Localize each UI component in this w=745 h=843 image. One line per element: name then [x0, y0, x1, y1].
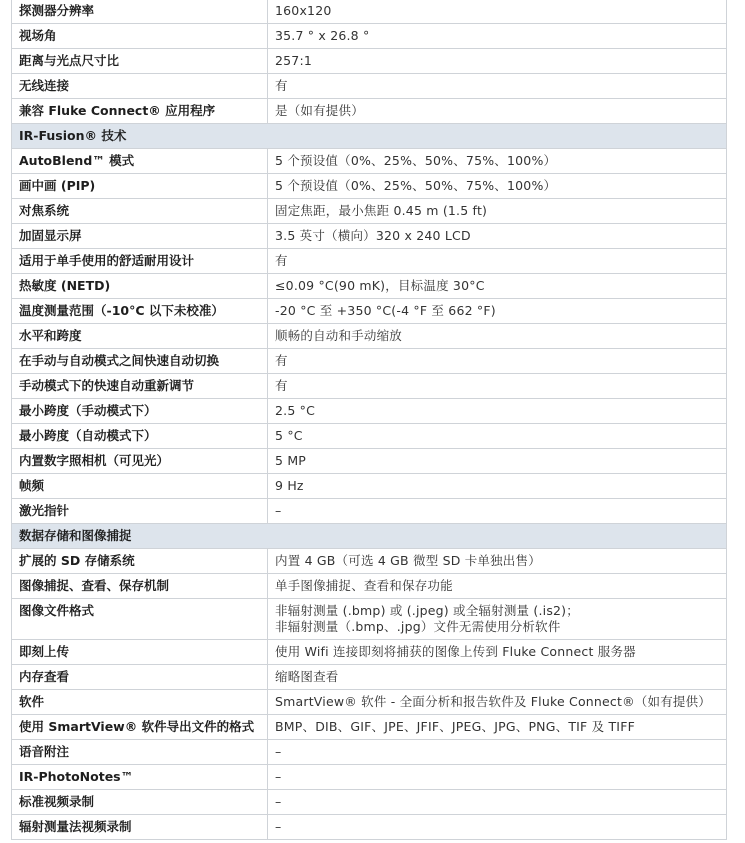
- spec-value: [268, 199, 727, 224]
- spec-row: [12, 49, 727, 74]
- spec-label: 热敏度 (NETD): [12, 274, 268, 299]
- spec-row: [12, 299, 727, 324]
- spec-label: 在手动与自动模式之间快速自动切换: [12, 349, 268, 374]
- spec-value: [268, 740, 727, 765]
- spec-value: [268, 299, 727, 324]
- spec-value: [268, 790, 727, 815]
- spec-label: 最小跨度（自动模式下）: [12, 424, 268, 449]
- spec-value-line: –: [275, 503, 282, 518]
- spec-value: [268, 815, 727, 840]
- spec-row: [12, 499, 727, 524]
- spec-label: 扩展的 SD 存储系统: [12, 549, 268, 574]
- spec-row: [12, 249, 727, 274]
- spec-value-line: 2.5 °C: [275, 403, 316, 418]
- spec-value: [268, 324, 727, 349]
- spec-value: [268, 599, 727, 640]
- spec-label: 水平和跨度: [12, 324, 268, 349]
- spec-label: 距离与光点尺寸比: [12, 49, 268, 74]
- spec-row: [12, 740, 727, 765]
- spec-value-line: 5 个预设值（0%、25%、50%、75%、100%）: [275, 178, 557, 193]
- spec-row: [12, 174, 727, 199]
- spec-row: [12, 765, 727, 790]
- section-title: 数据存储和图像捕捉: [12, 524, 727, 549]
- spec-value-line: –: [275, 744, 282, 759]
- spec-row: [12, 715, 727, 740]
- spec-value: [268, 715, 727, 740]
- spec-value-line: 内置 4 GB（可选 4 GB 微型 SD 卡单独出售）: [275, 553, 541, 568]
- spec-value-line: 有: [275, 378, 288, 393]
- spec-value: [268, 690, 727, 715]
- section-header-row: [12, 124, 727, 149]
- spec-value-line: -20 °C 至 +350 °C(-4 °F 至 662 °F): [275, 303, 496, 318]
- spec-value: [268, 499, 727, 524]
- spec-value-line: 5 个预设值（0%、25%、50%、75%、100%）: [275, 153, 557, 168]
- spec-value: [268, 349, 727, 374]
- spec-label: 图像捕捉、查看、保存机制: [12, 574, 268, 599]
- spec-label: 语音附注: [12, 740, 268, 765]
- spec-label: 加固显示屏: [12, 224, 268, 249]
- spec-value-line: 有: [275, 78, 288, 93]
- spec-value-line: 缩略图查看: [275, 669, 339, 684]
- spec-value-line: 3.5 英寸（横向）320 x 240 LCD: [275, 228, 471, 243]
- spec-value-line: 非辐射测量 (.bmp) 或 (.jpeg) 或全辐射测量 (.is2)；: [275, 603, 579, 618]
- spec-label: 软件: [12, 690, 268, 715]
- spec-row: [12, 399, 727, 424]
- spec-label: 帧频: [12, 474, 268, 499]
- spec-row: [12, 424, 727, 449]
- spec-label: 无线连接: [12, 74, 268, 99]
- spec-label: 内存查看: [12, 665, 268, 690]
- spec-row: [12, 349, 727, 374]
- spec-value: [268, 0, 727, 24]
- spec-value-line: 5 MP: [275, 453, 307, 468]
- spec-row: [12, 374, 727, 399]
- spec-label: IR-PhotoNotes™: [12, 765, 268, 790]
- spec-label: AutoBlend™ 模式: [12, 149, 268, 174]
- spec-row: [12, 274, 727, 299]
- spec-value: [268, 149, 727, 174]
- spec-value-line: SmartView® 软件 - 全面分析和报告软件及 Fluke Connect®（如有提供）: [275, 694, 712, 709]
- spec-row: [12, 99, 727, 124]
- spec-row: [12, 74, 727, 99]
- spec-value: [268, 99, 727, 124]
- spec-value-line: 有: [275, 253, 288, 268]
- spec-label: 探测器分辨率: [12, 0, 268, 24]
- spec-value-line: 257:1: [275, 53, 313, 68]
- spec-label: 兼容 Fluke Connect® 应用程序: [12, 99, 268, 124]
- spec-value-line: –: [275, 794, 282, 809]
- spec-row: [12, 0, 727, 24]
- spec-value-line: 有: [275, 353, 288, 368]
- spec-value: [268, 224, 727, 249]
- spec-table: [11, 0, 727, 840]
- spec-value: [268, 374, 727, 399]
- spec-row: [12, 549, 727, 574]
- spec-value: [268, 49, 727, 74]
- spec-label: 手动模式下的快速自动重新调节: [12, 374, 268, 399]
- spec-label: 画中画 (PIP): [12, 174, 268, 199]
- spec-value-line: ≤0.09 °C(90 mK)，目标温度 30°C: [275, 278, 485, 293]
- spec-value: [268, 399, 727, 424]
- spec-value-line: 使用 Wifi 连接即刻将捕获的图像上传到 Fluke Connect 服务器: [275, 644, 636, 659]
- spec-row: [12, 690, 727, 715]
- spec-value: [268, 174, 727, 199]
- spec-row: [12, 574, 727, 599]
- spec-value-line: –: [275, 769, 282, 784]
- spec-value-line: 5 °C: [275, 428, 303, 443]
- spec-value-line: 是（如有提供）: [275, 103, 364, 118]
- spec-row: [12, 815, 727, 840]
- spec-label: 内置数字照相机（可见光）: [12, 449, 268, 474]
- spec-value: [268, 474, 727, 499]
- spec-value: [268, 665, 727, 690]
- spec-value-line: 顺畅的自动和手动缩放: [275, 328, 403, 343]
- spec-value-line: 非辐射测量（.bmp、.jpg）文件无需使用分析软件: [275, 619, 561, 634]
- spec-label: 即刻上传: [12, 640, 268, 665]
- spec-value: [268, 74, 727, 99]
- spec-value: [268, 24, 727, 49]
- spec-row: [12, 324, 727, 349]
- section-title: IR-Fusion® 技术: [12, 124, 727, 149]
- spec-label: 对焦系统: [12, 199, 268, 224]
- spec-table-body: [12, 0, 727, 840]
- spec-row: [12, 790, 727, 815]
- spec-row: [12, 24, 727, 49]
- spec-row: [12, 449, 727, 474]
- spec-label: 图像文件格式: [12, 599, 268, 640]
- spec-value: [268, 449, 727, 474]
- spec-row: [12, 665, 727, 690]
- spec-row: [12, 224, 727, 249]
- spec-label: 最小跨度（手动模式下）: [12, 399, 268, 424]
- spec-label: 标准视频录制: [12, 790, 268, 815]
- spec-label: 温度测量范围（-10°C 以下未校准）: [12, 299, 268, 324]
- spec-value-line: 9 Hz: [275, 478, 304, 493]
- spec-label: 使用 SmartView® 软件导出文件的格式: [12, 715, 268, 740]
- spec-row: [12, 640, 727, 665]
- spec-label: 适用于单手使用的舒适耐用设计: [12, 249, 268, 274]
- spec-value: [268, 274, 727, 299]
- spec-row: [12, 599, 727, 640]
- spec-value-line: 单手图像捕捉、查看和保存功能: [275, 578, 453, 593]
- spec-value-line: BMP、DIB、GIF、JPE、JFIF、JPEG、JPG、PNG、TIF 及 TIFF: [275, 719, 635, 734]
- spec-label: 视场角: [12, 24, 268, 49]
- spec-value: [268, 640, 727, 665]
- spec-value-line: –: [275, 819, 282, 834]
- spec-value: [268, 249, 727, 274]
- spec-value: [268, 424, 727, 449]
- spec-row: [12, 149, 727, 174]
- spec-value-line: 固定焦距，最小焦距 0.45 m (1.5 ft): [275, 203, 488, 218]
- spec-value-line: 160x120: [275, 3, 332, 18]
- section-header-row: [12, 524, 727, 549]
- spec-value: [268, 574, 727, 599]
- spec-label: 辐射测量法视频录制: [12, 815, 268, 840]
- spec-row: [12, 199, 727, 224]
- spec-value: [268, 549, 727, 574]
- spec-label: 激光指针: [12, 499, 268, 524]
- spec-value-line: 35.7 ° x 26.8 °: [275, 28, 370, 43]
- spec-value: [268, 765, 727, 790]
- spec-row: [12, 474, 727, 499]
